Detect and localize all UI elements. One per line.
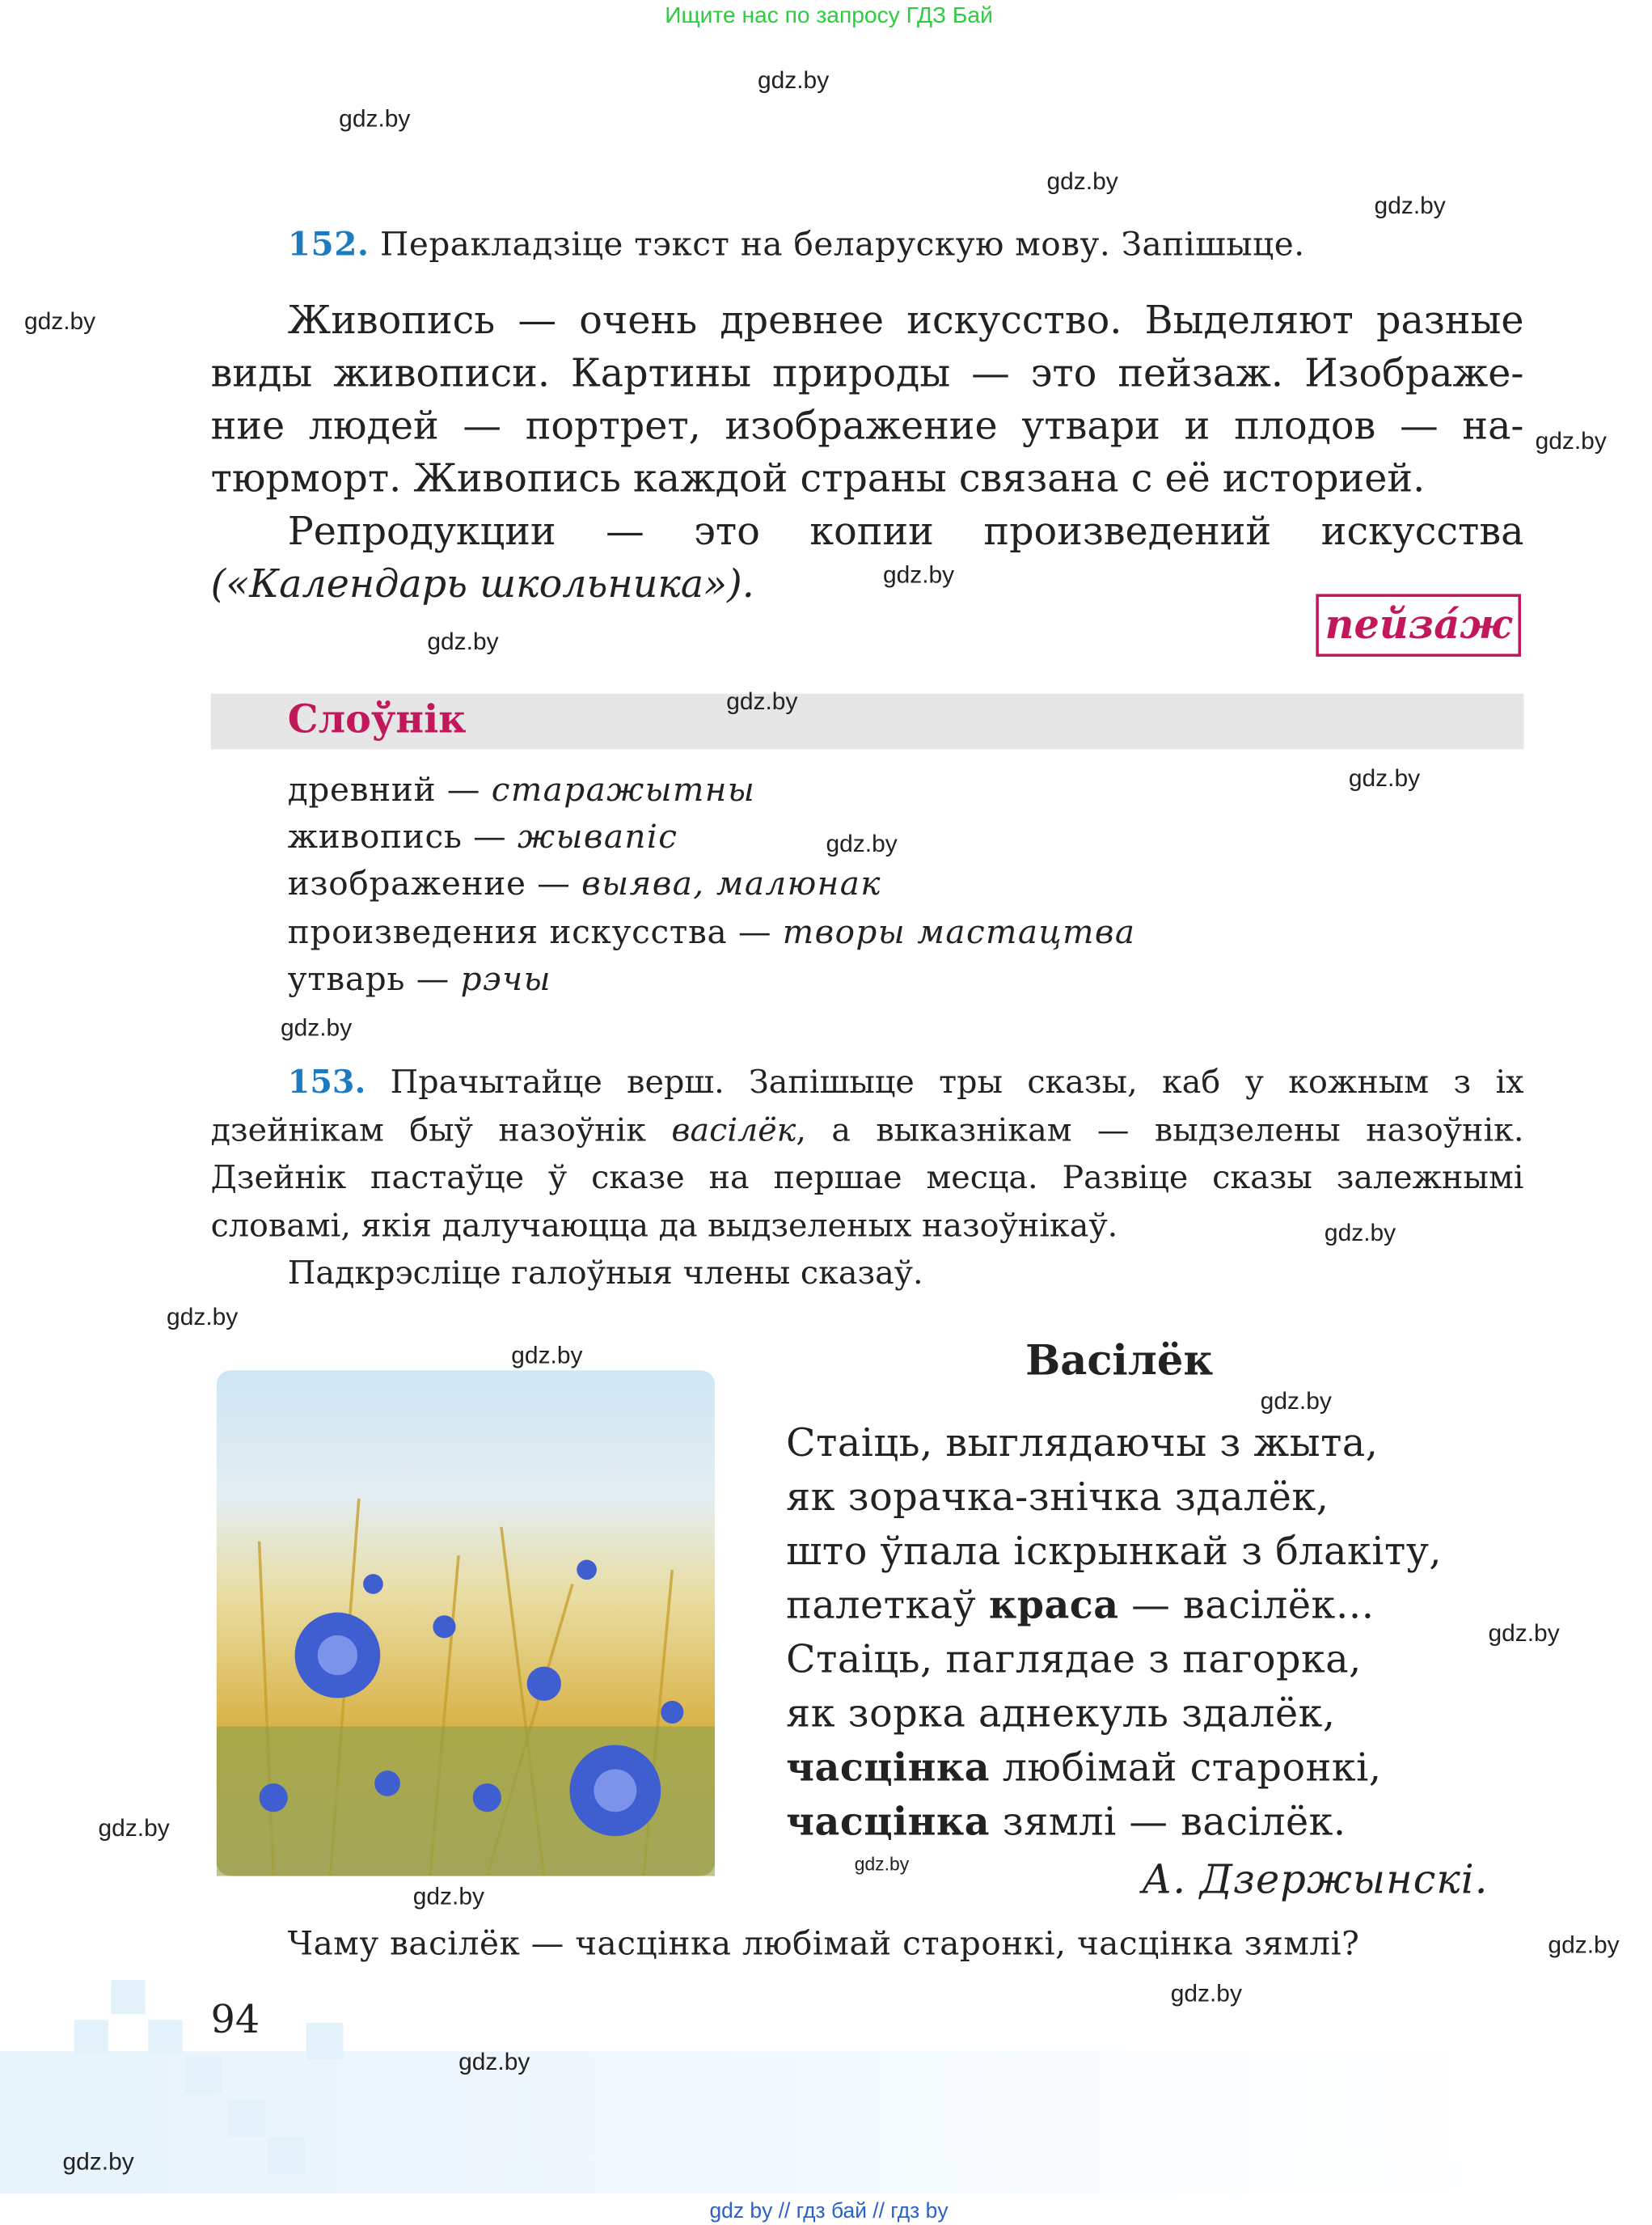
watermark: gdz.by: [1324, 1219, 1396, 1247]
watermark: gdz.by: [882, 560, 955, 589]
decor-square: [306, 2023, 344, 2060]
top-note: Ищите нас по запросу ГДЗ Бай: [665, 4, 993, 29]
vocab-item: древний — старажытны: [287, 772, 756, 810]
watermark: gdz.by: [826, 830, 898, 858]
watermark: gdz.by: [339, 105, 411, 133]
poem-line: часцінка зямлі — васілёк.: [786, 1800, 1346, 1845]
footer-links: gdz by // гдз бай // гдз by: [709, 2199, 949, 2224]
watermark: gdz.by: [1488, 1619, 1560, 1647]
cornflower-field-illustration: [217, 1370, 715, 1876]
decor-square: [228, 2100, 265, 2137]
poem-line: палеткаў краса — васілёк…: [786, 1584, 1375, 1629]
poem-line: як зорачка-знічка здалёк,: [786, 1475, 1329, 1521]
poem-author: А. Дзержынскі.: [1141, 1855, 1489, 1903]
poem-line: што ўпала іскрынкай з блакіту,: [786, 1529, 1442, 1575]
watermark: gdz.by: [854, 1853, 910, 1875]
watermark: gdz.by: [62, 2147, 134, 2176]
watermark: gdz.by: [511, 1342, 583, 1369]
vocab-item: произведения искусства — творы мастацтва: [287, 914, 1136, 952]
poem-line: Стаіць, паглядае з пагорка,: [786, 1638, 1362, 1682]
watermark: gdz.by: [1170, 1980, 1242, 2007]
watermark: gdz.by: [458, 2048, 530, 2076]
poem-line: часцінка любімай старонкі,: [786, 1746, 1382, 1791]
vocab-item: утварь — рэчы: [287, 961, 552, 999]
russian-text: Живопись — очень древнее искусство. Выделяют разные виды живописи. Картины природы — это пейзаж. Изображе- ние людей — портрет, изображение утвари и плодов — на- тюрморт. Живопись каждой страны связана с её историей. Репродукции — это копии произведений искусства («Календарь школьника»).: [210, 298, 1524, 607]
task-152-instruction: 152. Перакладзіце тэкст на беларускую мову. Запішыце.: [287, 225, 1305, 264]
page-number: 94: [210, 1998, 260, 2043]
watermark: gdz.by: [1548, 1931, 1620, 1959]
decor-square: [148, 2020, 182, 2054]
vocabulary-title: Слоўнік: [287, 697, 467, 742]
watermark: gdz.by: [280, 1013, 353, 1042]
watermark: gdz.by: [757, 66, 830, 95]
watermark: gdz.by: [1374, 192, 1446, 220]
decor-square: [268, 2137, 305, 2174]
task-153-instruction: 153. Прачытайце верш. Запішыце тры сказы, каб у кожным з іх дзейнікам быў назоўнік васілёк, а выказнікам — выдзелены назоўнік. Дзейнік пастаўце ў сказе на першае месца. Развіце сказы залежнымі словамі, якія далучаюцца да выдзеленых назоўнікаў. Падкрэсліце галоўныя члены сказаў.: [210, 1064, 1524, 1292]
vocabulary-word-box: пейза́ж: [1316, 594, 1521, 656]
watermark: gdz.by: [98, 1814, 170, 1842]
watermark: gdz.by: [1348, 764, 1421, 793]
watermark: gdz.by: [726, 687, 798, 716]
decor-square: [185, 2057, 222, 2094]
watermark: gdz.by: [1046, 167, 1118, 196]
question: Чаму васілёк — часцінка любімай старонкі, часцінка зямлі?: [287, 1926, 1360, 1963]
watermark: gdz.by: [23, 307, 96, 335]
poem-line: Стаіць, выглядаючы з жыта,: [786, 1421, 1379, 1466]
watermark: gdz.by: [412, 1883, 484, 1910]
watermark: gdz.by: [1260, 1387, 1332, 1415]
watermark: gdz.by: [167, 1303, 239, 1330]
vocab-item: живопись — жывапіс: [287, 819, 678, 857]
decor-square: [111, 1980, 145, 2014]
poem-title: Васілёк: [1025, 1336, 1214, 1385]
decor-square: [74, 2020, 108, 2054]
watermark: gdz.by: [427, 628, 499, 656]
poem-line: як зорка аднекуль здалёк,: [786, 1692, 1336, 1736]
watermark: gdz.by: [1535, 427, 1607, 455]
vocab-item: изображение — выява, малюнак: [287, 865, 881, 903]
